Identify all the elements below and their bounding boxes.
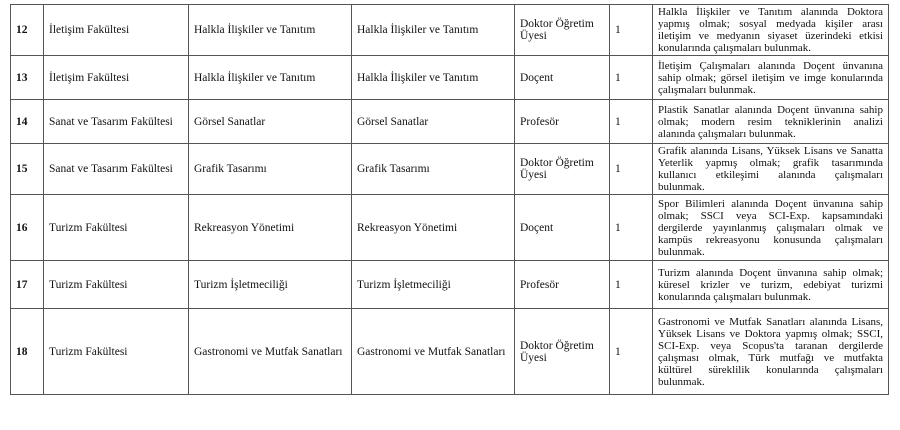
department-cell: Halkla İlişkiler ve Tanıtım — [189, 5, 352, 56]
row-number: 13 — [11, 56, 44, 100]
title-cell: Doçent — [515, 195, 610, 261]
department-cell: Gastronomi ve Mutfak Sanatları — [189, 309, 352, 395]
count-cell: 1 — [610, 56, 653, 100]
requirement-cell: Grafik alanında Lisans, Yüksek Lisans ve Sanatta Yeterlik yapmış olmak; grafik tasarımında kullanıcı etkileşimi alanında çalışmaları bulunmak. — [653, 144, 889, 195]
row-number: 12 — [11, 5, 44, 56]
count-cell: 1 — [610, 5, 653, 56]
department-cell: Turizm İşletmeciliği — [189, 261, 352, 309]
row-number: 14 — [11, 100, 44, 144]
title-cell: Profesör — [515, 261, 610, 309]
faculty-cell: Sanat ve Tasarım Fakültesi — [44, 144, 189, 195]
faculty-cell: Turizm Fakültesi — [44, 261, 189, 309]
department-cell: Grafik Tasarımı — [189, 144, 352, 195]
requirement-cell: Plastik Sanatlar alanında Doçent ünvanına sahip olmak; modern resim tekniklerinin analizi alanında çalışmaları bulunmak. — [653, 100, 889, 144]
count-cell: 1 — [610, 261, 653, 309]
row-number: 18 — [11, 309, 44, 395]
table-row — [11, 309, 889, 395]
count-cell: 1 — [610, 195, 653, 261]
requirement-cell: İletişim Çalışmaları alanında Doçent ünvanına sahip olmak; görsel iletişim ve imge konularında çalışmaları bulunmak. — [653, 56, 889, 100]
faculty-cell: Turizm Fakültesi — [44, 309, 189, 395]
row-number: 17 — [11, 261, 44, 309]
title-cell: Doçent — [515, 56, 610, 100]
program-cell: Grafik Tasarımı — [352, 144, 515, 195]
department-cell: Rekreasyon Yönetimi — [189, 195, 352, 261]
title-cell: Profesör — [515, 100, 610, 144]
table-row — [11, 144, 889, 195]
department-cell: Halkla İlişkiler ve Tanıtım — [189, 56, 352, 100]
requirement-cell: Gastronomi ve Mutfak Sanatları alanında Lisans, Yüksek Lisans ve Doktora yapmış olmak; SSCI, SCI-Exp. veya Scopus'ta taranan dergilerde çalışması olmak, Türk mutfağı ve mutfakta kültürel süreklilik konularında çalışmaları bulunmak. — [653, 309, 889, 395]
faculty-cell: Sanat ve Tasarım Fakültesi — [44, 100, 189, 144]
program-cell: Gastronomi ve Mutfak Sanatları — [352, 309, 515, 395]
row-number: 16 — [11, 195, 44, 261]
program-cell: Halkla İlişkiler ve Tanıtım — [352, 5, 515, 56]
table-row — [11, 5, 889, 56]
title-cell: Doktor Öğretim Üyesi — [515, 309, 610, 395]
table-row — [11, 195, 889, 261]
requirement-cell: Turizm alanında Doçent ünvanına sahip olmak; küresel krizler ve turizm, edebiyat turizmi konularında çalışmaları bulunmak. — [653, 261, 889, 309]
department-cell: Görsel Sanatlar — [189, 100, 352, 144]
requirement-cell: Spor Bilimleri alanında Doçent ünvanına sahip olmak; SSCI veya SCI-Exp. kapsamındaki dergilerde yayınlanmış çalışmaları olmak ve kampüs rekreasyonu konusunda çalışmaları bulunmak. — [653, 195, 889, 261]
faculty-cell: Turizm Fakültesi — [44, 195, 189, 261]
table-row — [11, 56, 889, 100]
program-cell: Rekreasyon Yönetimi — [352, 195, 515, 261]
faculty-cell: İletişim Fakültesi — [44, 5, 189, 56]
title-cell: Doktor Öğretim Üyesi — [515, 5, 610, 56]
count-cell: 1 — [610, 144, 653, 195]
program-cell: Turizm İşletmeciliği — [352, 261, 515, 309]
requirement-cell: Halkla İlişkiler ve Tanıtım alanında Doktora yapmış olmak; sosyal medyada kişiler arası iletişim ve medyanın siyaset üzerindeki etkisi konularında çalışmaları bulunmak. — [653, 5, 889, 56]
title-cell: Doktor Öğretim Üyesi — [515, 144, 610, 195]
position-listing-table — [10, 4, 889, 395]
table-row — [11, 261, 889, 309]
faculty-cell: İletişim Fakültesi — [44, 56, 189, 100]
count-cell: 1 — [610, 309, 653, 395]
program-cell: Halkla İlişkiler ve Tanıtım — [352, 56, 515, 100]
program-cell: Görsel Sanatlar — [352, 100, 515, 144]
count-cell: 1 — [610, 100, 653, 144]
table-row — [11, 100, 889, 144]
row-number: 15 — [11, 144, 44, 195]
